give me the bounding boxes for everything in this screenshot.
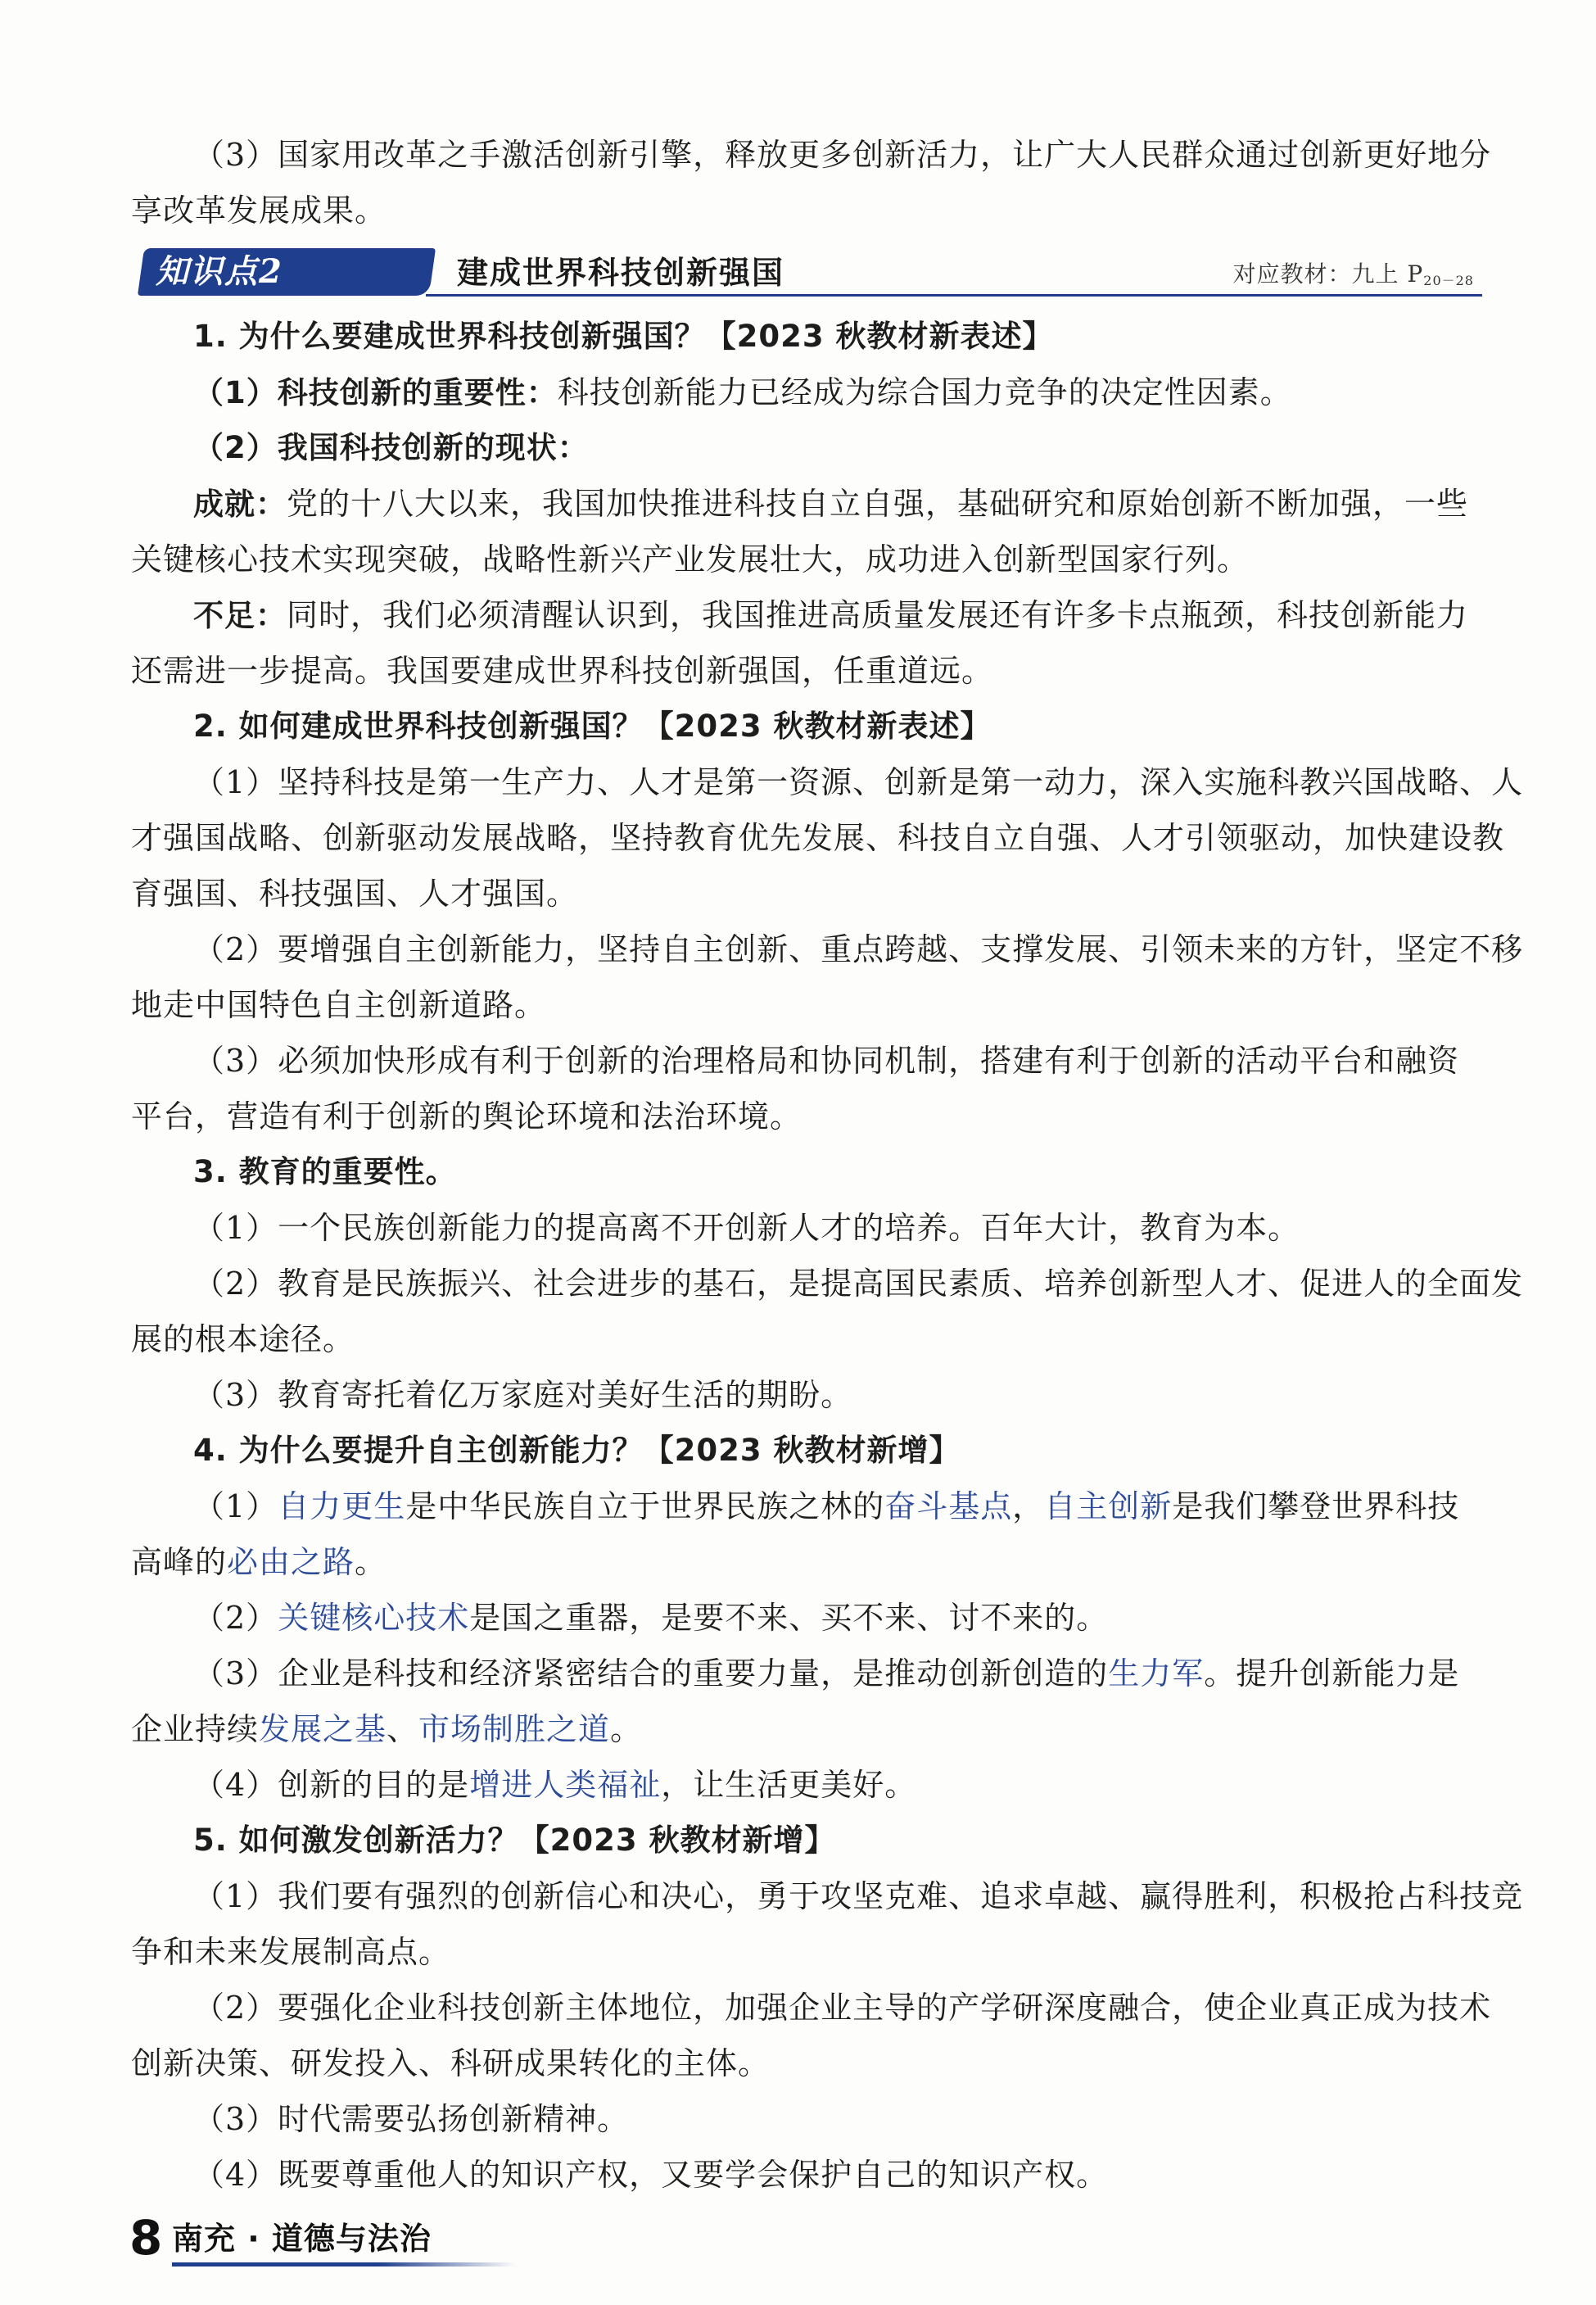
paragraph-line: （1）一个民族创新能力的提高离不开创新人才的培养。百年大计，教育为本。 — [193, 1210, 1300, 1246]
key-term: 自力更生 — [278, 1488, 406, 1524]
paragraph-line — [193, 1764, 1482, 1805]
paragraph-line: 才强国战略、创新驱动发展战略，坚持教育优先发展、科技自立自强、人才引领驱动，加快建设教 — [131, 820, 1505, 856]
text-run: 是中华民族自立于世界民族之林的 — [405, 1488, 885, 1524]
paragraph-line — [131, 1709, 1482, 1750]
paragraph-line — [193, 595, 1482, 636]
key-term: 发展之基 — [259, 1711, 387, 1747]
paragraph-line: （2）要增强自主创新能力，坚持自主创新、重点跨越、支撑发展、引领未来的方针，坚定不移 — [193, 931, 1524, 967]
text-run: 。 — [355, 1544, 387, 1580]
paragraph-line: 育强国、科技强国、人才强国。 — [131, 876, 579, 912]
paragraph-line: （3）必须加快形成有利于创新的治理格局和协同机制，搭建有利于创新的活动平台和融资 — [193, 1043, 1460, 1079]
key-term: 增进人类福祉 — [469, 1767, 662, 1803]
paragraph-line: （2）要强化企业科技创新主体地位，加强企业主导的产学研深度融合，使企业真正成为技术 — [193, 1990, 1492, 2026]
key-term: 生力军 — [1108, 1655, 1205, 1691]
page-footer — [129, 2212, 621, 2269]
footer-rule — [172, 2262, 516, 2267]
textbook-reference-prefix: 对应教材：九上 P — [1232, 260, 1424, 288]
knowledge-point-badge-label: 知识点2 — [156, 252, 283, 291]
text-run: 是我们攀登世界科技 — [1172, 1488, 1460, 1524]
page-number: 8 — [129, 2210, 163, 2266]
book-title: 南充 · 道德与法治 — [172, 2221, 432, 2257]
question-heading: 3. 教育的重要性。 — [193, 1154, 457, 1189]
paragraph-line: （3）教育寄托着亿万家庭对美好生活的期盼。 — [193, 1377, 853, 1413]
key-term: 自主创新 — [1044, 1488, 1173, 1524]
paragraph-text: 党的十八大以来，我国加快推进科技自立自强，基础研究和原始创新不断加强，一些 — [287, 486, 1469, 522]
text-run: 高峰的 — [131, 1544, 228, 1580]
question-heading: 5. 如何激发创新活力？【2023 秋教材新增】 — [193, 1823, 836, 1858]
paragraph-line: 平台，营造有利于创新的舆论环境和法治环境。 — [131, 1098, 803, 1134]
paragraph-line: （3）国家用改革之手激活创新引擎，释放更多创新活力，让广大人民群众通过创新更好地分 — [193, 137, 1492, 173]
key-term: 奋斗基点 — [884, 1488, 1013, 1524]
paragraph-text: 同时，我们必须清醒认识到，我国推进高质量发展还有许多卡点瓶颈，科技创新能力 — [287, 597, 1469, 633]
text-run: 企业持续 — [131, 1711, 260, 1747]
question-heading: 1. 为什么要建成世界科技创新强国？【2023 秋教材新表述】 — [193, 319, 1054, 354]
key-term: 必由之路 — [227, 1544, 355, 1580]
paragraph-line — [193, 1486, 1482, 1527]
key-term: 关键核心技术 — [278, 1600, 470, 1636]
paragraph-line — [193, 1597, 1482, 1638]
paragraph-line: 展的根本途径。 — [131, 1321, 355, 1357]
text-run: （2） — [193, 1600, 278, 1636]
text-run: ，让生活更美好。 — [661, 1767, 917, 1803]
question-heading: 4. 为什么要提升自主创新能力？【2023 秋教材新增】 — [193, 1433, 961, 1468]
knowledge-point-title: 建成世界科技创新强国 — [457, 255, 785, 291]
paragraph-line — [193, 483, 1482, 525]
textbook-reference-pages: 20－28 — [1423, 273, 1474, 288]
paragraph-label: 成就： — [193, 487, 287, 522]
paragraph-line: 创新决策、研发投入、科研成果转化的主体。 — [131, 2045, 771, 2081]
paragraph-label: （2）我国科技创新的现状： — [193, 430, 589, 465]
header-rule — [426, 294, 1482, 297]
paragraph-line: 关键核心技术实现突破，战略性新兴产业发展壮大，成功进入创新型国家行列。 — [131, 541, 1250, 577]
text-run: （4）创新的目的是 — [193, 1767, 470, 1803]
paragraph-line: （2）教育是民族振兴、社会进步的基石，是提高国民素质、培养创新型人才、促进人的全面发 — [193, 1266, 1524, 1302]
paragraph-line: （4）既要尊重他人的知识产权，又要学会保护自己的知识产权。 — [193, 2157, 1109, 2193]
knowledge-point-header — [131, 248, 1482, 297]
paragraph-line: 争和未来发展制高点。 — [131, 1934, 451, 1970]
text-run: ， — [1012, 1488, 1045, 1524]
paragraph-label: （1）科技创新的重要性： — [193, 375, 558, 410]
paragraph-line: 地走中国特色自主创新道路。 — [131, 987, 547, 1023]
paragraph-line: （3）时代需要弘扬创新精神。 — [193, 2101, 630, 2137]
question-heading: 2. 如何建成世界科技创新强国？【2023 秋教材新表述】 — [193, 709, 992, 744]
text-run: （1） — [193, 1488, 278, 1524]
text-run: 。提升创新能力是 — [1204, 1655, 1460, 1691]
paragraph-line: 还需进一步提高。我国要建成世界科技创新强国，任重道远。 — [131, 653, 994, 689]
paragraph-line: 享改革发展成果。 — [131, 192, 387, 229]
text-run: 是国之重器，是要不来、买不来、讨不来的。 — [469, 1600, 1109, 1636]
text-run: （3）企业是科技和经济紧密结合的重要力量，是推动创新创造的 — [193, 1655, 1109, 1691]
paragraph-text: 科技创新能力已经成为综合国力竞争的决定性因素。 — [557, 374, 1292, 410]
paragraph-line — [193, 372, 1482, 414]
text-run: 、 — [387, 1711, 419, 1747]
paragraph-line: （1）坚持科技是第一生产力、人才是第一资源、创新是第一动力，深入实施科教兴国战略、人 — [193, 764, 1524, 800]
textbook-reference — [1233, 260, 1474, 296]
paragraph-label: 不足： — [193, 598, 287, 633]
paragraph-line — [131, 1542, 1482, 1583]
paragraph-line — [193, 1653, 1482, 1694]
key-term: 市场制胜之道 — [418, 1711, 611, 1747]
text-run: 。 — [610, 1711, 643, 1747]
paragraph-line: （1）我们要有强烈的创新信心和决心，勇于攻坚克难、追求卓越、赢得胜利，积极抢占科技竞 — [193, 1878, 1524, 1914]
